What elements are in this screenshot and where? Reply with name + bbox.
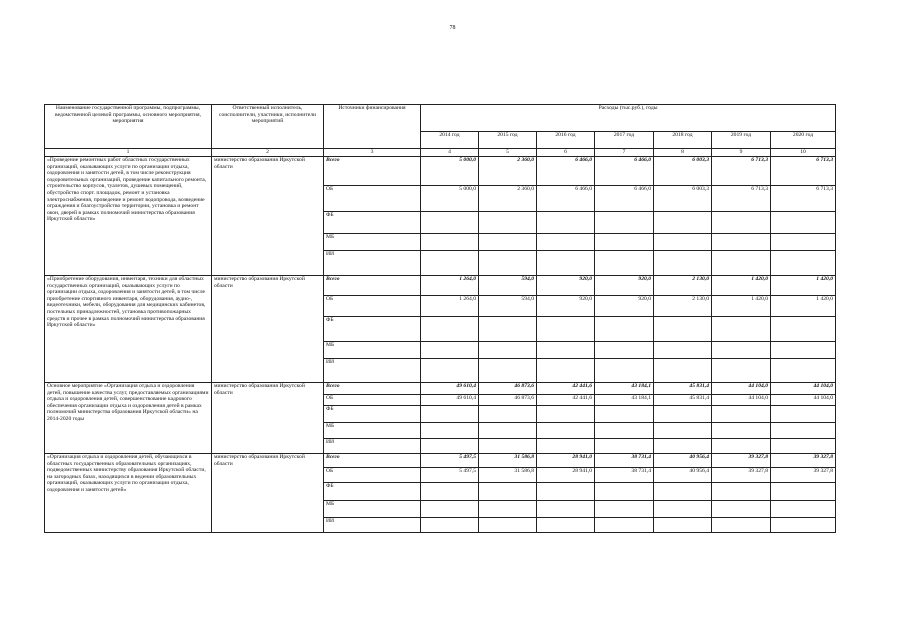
header-source: Источники финансирования: [324, 105, 421, 149]
expense-value: [537, 406, 595, 423]
expense-value: 594,0: [479, 276, 537, 296]
expense-value: [421, 251, 479, 276]
expense-value: [537, 317, 595, 342]
expense-value: [421, 212, 479, 234]
activity-name: «Организация отдыха и оздоровления детей, обучающихся в областных государственных образовательных организациях, подведомственных министерству образования Иркутской области, на загородных базах, находящихся в ведении образовательных организаций, оказывающих услуги по организации отдыха, оздоровления и занятости детей»: [45, 454, 212, 533]
expense-value: [537, 483, 595, 501]
expense-value: 31 586,8: [479, 454, 537, 468]
column-number: 9: [712, 149, 771, 157]
column-number: 6: [537, 149, 595, 157]
column-number: 4: [421, 149, 479, 157]
expense-value: [479, 439, 537, 454]
expense-value: [537, 234, 595, 251]
funding-source: ОБ: [324, 395, 421, 406]
expense-value: 920,0: [595, 296, 654, 317]
expense-value: [654, 439, 712, 454]
expense-value: [595, 483, 654, 501]
expense-value: [771, 251, 836, 276]
executor: министерство образования Иркутской области: [212, 454, 324, 533]
expense-value: 5 000,0: [421, 186, 479, 212]
expense-value: 6 003,3: [654, 157, 712, 186]
expense-value: 42 441,6: [537, 383, 595, 395]
funding-source: Всего: [324, 157, 421, 186]
funding-source: МБ: [324, 234, 421, 251]
header-expenses: Расходы (тыс.руб.), годы: [421, 105, 836, 132]
expense-value: [595, 359, 654, 383]
expense-value: 40 956,4: [654, 468, 712, 483]
expense-value: [595, 439, 654, 454]
header-row: [45, 105, 836, 132]
expense-value: 594,0: [479, 296, 537, 317]
expense-value: 45 831,4: [654, 383, 712, 395]
expense-value: [479, 212, 537, 234]
expense-value: [771, 212, 836, 234]
expense-value: [771, 342, 836, 359]
expense-value: [595, 317, 654, 342]
expense-value: 45 831,4: [654, 395, 712, 406]
column-number: 10: [771, 149, 836, 157]
expense-value: [712, 234, 771, 251]
expense-value: 6 713,3: [712, 157, 771, 186]
expense-value: 49 610,4: [421, 395, 479, 406]
header-year: 2018 год: [654, 132, 712, 149]
expense-value: [595, 406, 654, 423]
expense-value: [479, 234, 537, 251]
funding-source: Всего: [324, 383, 421, 395]
expense-value: 43 184,1: [595, 395, 654, 406]
expense-value: [537, 439, 595, 454]
expense-value: 1 420,0: [712, 276, 771, 296]
expense-value: 39 327,8: [712, 468, 771, 483]
table-row: [45, 383, 836, 395]
expense-value: 6 003,3: [654, 186, 712, 212]
expense-value: [595, 234, 654, 251]
expense-value: 2 130,0: [654, 296, 712, 317]
expense-value: [712, 439, 771, 454]
expense-value: [771, 234, 836, 251]
expense-value: [654, 212, 712, 234]
expense-value: [421, 423, 479, 439]
column-number: 1: [45, 149, 212, 157]
expense-value: 6 466,0: [537, 186, 595, 212]
expense-value: [771, 501, 836, 518]
column-number-row: [45, 149, 836, 157]
funding-source: ФБ: [324, 317, 421, 342]
header-year: 2015 год: [479, 132, 537, 149]
expense-value: [712, 518, 771, 533]
expense-value: [595, 518, 654, 533]
expense-value: 1 420,0: [771, 296, 836, 317]
expense-value: [421, 317, 479, 342]
executor: министерство образования Иркутской области: [212, 157, 324, 276]
expense-value: [654, 423, 712, 439]
expense-value: 5 497,5: [421, 454, 479, 468]
expense-value: 43 184,1: [595, 383, 654, 395]
expense-value: [421, 439, 479, 454]
expense-value: [537, 359, 595, 383]
table-row: [45, 454, 836, 468]
executor: министерство образования Иркутской области: [212, 383, 324, 454]
funding-source: ФБ: [324, 483, 421, 501]
expense-value: [771, 439, 836, 454]
expense-value: [479, 317, 537, 342]
expense-value: [654, 234, 712, 251]
header-year: 2020 год: [771, 132, 836, 149]
expense-value: 1 420,0: [712, 296, 771, 317]
expense-value: [421, 359, 479, 383]
funding-source: МБ: [324, 423, 421, 439]
table-row: [45, 276, 836, 296]
expense-value: 920,0: [537, 276, 595, 296]
expense-value: [421, 406, 479, 423]
expense-value: 28 941,0: [537, 454, 595, 468]
expense-value: [712, 501, 771, 518]
expense-value: 42 441,6: [537, 395, 595, 406]
activity-name: «Приобретение оборудования, инвентаря, техники для областных государственных организаций, оказывающих услуги по организации отдыха, оздоровления и занятости детей, в том числе приобретение спортивного инвентаря, оборудования, аудио-, видеотехники, мебели, оборудования для медицинских кабинетов, постельных принадлежностей, установка противопожарных средств и прочее в рамках полномочий министерства образования Иркутской области»: [45, 276, 212, 383]
expense-value: [537, 501, 595, 518]
column-number: 2: [212, 149, 324, 157]
expense-value: 28 941,0: [537, 468, 595, 483]
expense-value: [654, 406, 712, 423]
header-name: Наименование государственной программы, подпрограммы, ведомственной целевой программы, основного мероприятия, мероприятия: [45, 105, 212, 149]
expense-value: 920,0: [595, 276, 654, 296]
expense-value: [712, 342, 771, 359]
expense-value: 38 731,4: [595, 454, 654, 468]
expense-value: 1 264,0: [421, 276, 479, 296]
expense-value: [421, 518, 479, 533]
expense-value: 6 466,0: [537, 157, 595, 186]
expense-value: [771, 406, 836, 423]
funding-source: ИИ: [324, 518, 421, 533]
expense-value: 39 327,8: [771, 454, 836, 468]
expense-value: [479, 251, 537, 276]
expense-value: [654, 518, 712, 533]
expense-value: [479, 518, 537, 533]
budget-table: [44, 104, 836, 533]
expense-value: 2 360,0: [479, 157, 537, 186]
expense-value: [771, 483, 836, 501]
funding-source: Всего: [324, 454, 421, 468]
expense-value: [771, 423, 836, 439]
executor: министерство образования Иркутской области: [212, 276, 324, 383]
column-number: 8: [654, 149, 712, 157]
expense-value: 44 104,0: [712, 383, 771, 395]
expense-value: [654, 342, 712, 359]
expense-value: 1 264,0: [421, 296, 479, 317]
expense-value: [654, 317, 712, 342]
funding-source: ФБ: [324, 406, 421, 423]
funding-source: МБ: [324, 501, 421, 518]
header-executor: Ответственный исполнитель, соисполнители, участники, исполнители мероприятий: [212, 105, 324, 149]
expense-value: [479, 501, 537, 518]
funding-source: ОБ: [324, 468, 421, 483]
expense-value: 6 713,3: [771, 186, 836, 212]
expense-value: [712, 317, 771, 342]
expense-value: [712, 406, 771, 423]
table-row: [45, 157, 836, 186]
expense-value: [654, 483, 712, 501]
expense-value: [712, 483, 771, 501]
funding-source: ИИ: [324, 359, 421, 383]
expense-value: [479, 406, 537, 423]
funding-source: ИИ: [324, 439, 421, 454]
expense-value: 5 497,5: [421, 468, 479, 483]
expense-value: 6 713,3: [771, 157, 836, 186]
expense-value: 44 104,0: [771, 395, 836, 406]
expense-value: [479, 342, 537, 359]
activity-name: Основное мероприятие «Организация отдыха и оздоровления детей, повышение качества услуг, предоставляемых организациями отдыха и оздоровления детей, совершенствование кадрового обеспечения организации отдыха и оздоровления детей в рамках полномочий министерства образования Иркутской области» на 2014-2020 годы: [45, 383, 212, 454]
expense-value: [654, 251, 712, 276]
column-number: 3: [324, 149, 421, 157]
expense-value: [537, 212, 595, 234]
funding-source: ОБ: [324, 296, 421, 317]
expense-value: [654, 501, 712, 518]
expense-value: 39 327,8: [771, 468, 836, 483]
expense-value: [771, 359, 836, 383]
expense-value: 6 466,0: [595, 157, 654, 186]
funding-source: МБ: [324, 342, 421, 359]
header-year: 2017 год: [595, 132, 654, 149]
expense-value: [537, 251, 595, 276]
activity-name: «Проведение ремонтных работ областных государственных организаций, оказывающих услуги по организации отдыха, оздоровления и занятости детей, в том числе реконструкция оздоровительных организаций, проведение капитального ремонта, строительство корпусов, туалетов, душевых помещений, обустройство спорт. площадок, ремонт и установка электроснабжения, проведение и ремонт водопровода, возведение ограждения и благоустройство территории, установка и ремонт окон, дверей в рамках полномочий министерства образования Иркутской области»: [45, 157, 212, 276]
column-number: 7: [595, 149, 654, 157]
funding-source: ОБ: [324, 186, 421, 212]
expense-value: 40 956,4: [654, 454, 712, 468]
expense-value: [712, 212, 771, 234]
expense-value: [479, 359, 537, 383]
expense-value: 920,0: [537, 296, 595, 317]
expense-value: [712, 251, 771, 276]
expense-value: 46 873,6: [479, 395, 537, 406]
expense-value: 46 873,6: [479, 383, 537, 395]
expense-value: [712, 359, 771, 383]
expense-value: 38 731,4: [595, 468, 654, 483]
expense-value: 2 360,0: [479, 186, 537, 212]
expense-value: 2 130,0: [654, 276, 712, 296]
expense-value: [537, 518, 595, 533]
funding-source: Всего: [324, 276, 421, 296]
expense-value: [595, 212, 654, 234]
expense-value: 5 000,0: [421, 157, 479, 186]
expense-value: [479, 423, 537, 439]
page-number: 78: [449, 25, 456, 31]
expense-value: 44 104,0: [771, 383, 836, 395]
expense-value: [595, 251, 654, 276]
expense-value: 39 327,8: [712, 454, 771, 468]
expense-value: [537, 423, 595, 439]
expense-value: 6 713,3: [712, 186, 771, 212]
column-number: 5: [479, 149, 537, 157]
header-year: 2016 год: [537, 132, 595, 149]
expense-value: [771, 518, 836, 533]
expense-value: 6 466,0: [595, 186, 654, 212]
expense-value: [712, 423, 771, 439]
expense-value: [771, 317, 836, 342]
expense-value: [421, 501, 479, 518]
funding-source: ФБ: [324, 212, 421, 234]
expense-value: 44 104,0: [712, 395, 771, 406]
header-year: 2019 год: [712, 132, 771, 149]
expense-value: [421, 483, 479, 501]
header-year: 2014 год: [421, 132, 479, 149]
expense-value: 31 586,8: [479, 468, 537, 483]
expense-value: [479, 483, 537, 501]
expense-value: [421, 234, 479, 251]
expense-value: [595, 501, 654, 518]
expense-value: 1 420,0: [771, 276, 836, 296]
expense-value: [595, 342, 654, 359]
expense-value: [421, 342, 479, 359]
expense-value: [537, 342, 595, 359]
funding-source: ИИ: [324, 251, 421, 276]
expense-value: [595, 423, 654, 439]
expense-value: [654, 359, 712, 383]
expense-value: 49 610,4: [421, 383, 479, 395]
